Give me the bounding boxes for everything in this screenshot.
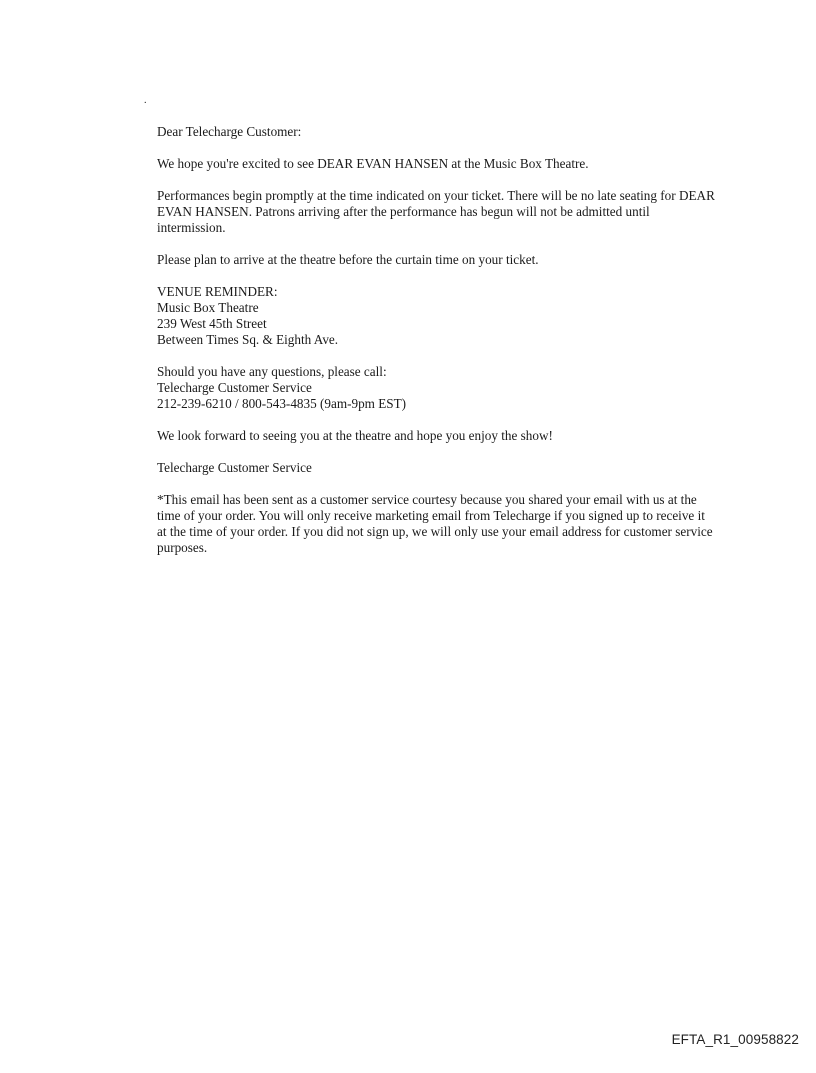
contact-intro: Should you have any questions, please call: xyxy=(157,364,387,379)
greeting: Dear Telecharge Customer: xyxy=(157,124,302,139)
paragraph-show-intro: We hope you're excited to see DEAR EVAN HANSEN at the Music Box Theatre. xyxy=(157,156,589,171)
venue-name: Music Box Theatre xyxy=(157,300,259,315)
contact-block xyxy=(157,364,717,412)
paragraph-closing: We look forward to seeing you at the theatre and hope you enjoy the show! xyxy=(157,428,553,443)
email-letter-body xyxy=(157,124,717,572)
contact-phones: 212-239-6210 / 800-543-4835 (9am-9pm EST) xyxy=(157,396,407,411)
venue-reminder xyxy=(157,284,717,348)
stray-mark: . xyxy=(144,95,147,106)
disclaimer: *This email has been sent as a customer service courtesy because you shared your email with us at the time of your order. You will only receive marketing email from Telecharge if you signed up to receive it at the time of your order. If you did not sign up, we will only use your email address for customer service purposes. xyxy=(157,492,713,555)
paragraph-late-seating: Performances begin promptly at the time indicated on your ticket. There will be no late seating for DEAR EVAN HANSEN. Patrons arriving after the performance has begun will not be admitted until intermission. xyxy=(157,188,715,235)
venue-heading: VENUE REMINDER: xyxy=(157,284,278,299)
document-id-stamp: EFTA_R1_00958822 xyxy=(671,1032,799,1047)
venue-cross-streets: Between Times Sq. & Eighth Ave. xyxy=(157,332,339,347)
signature: Telecharge Customer Service xyxy=(157,460,312,475)
venue-street: 239 West 45th Street xyxy=(157,316,267,331)
paragraph-arrival: Please plan to arrive at the theatre before the curtain time on your ticket. xyxy=(157,252,539,267)
contact-name: Telecharge Customer Service xyxy=(157,380,312,395)
